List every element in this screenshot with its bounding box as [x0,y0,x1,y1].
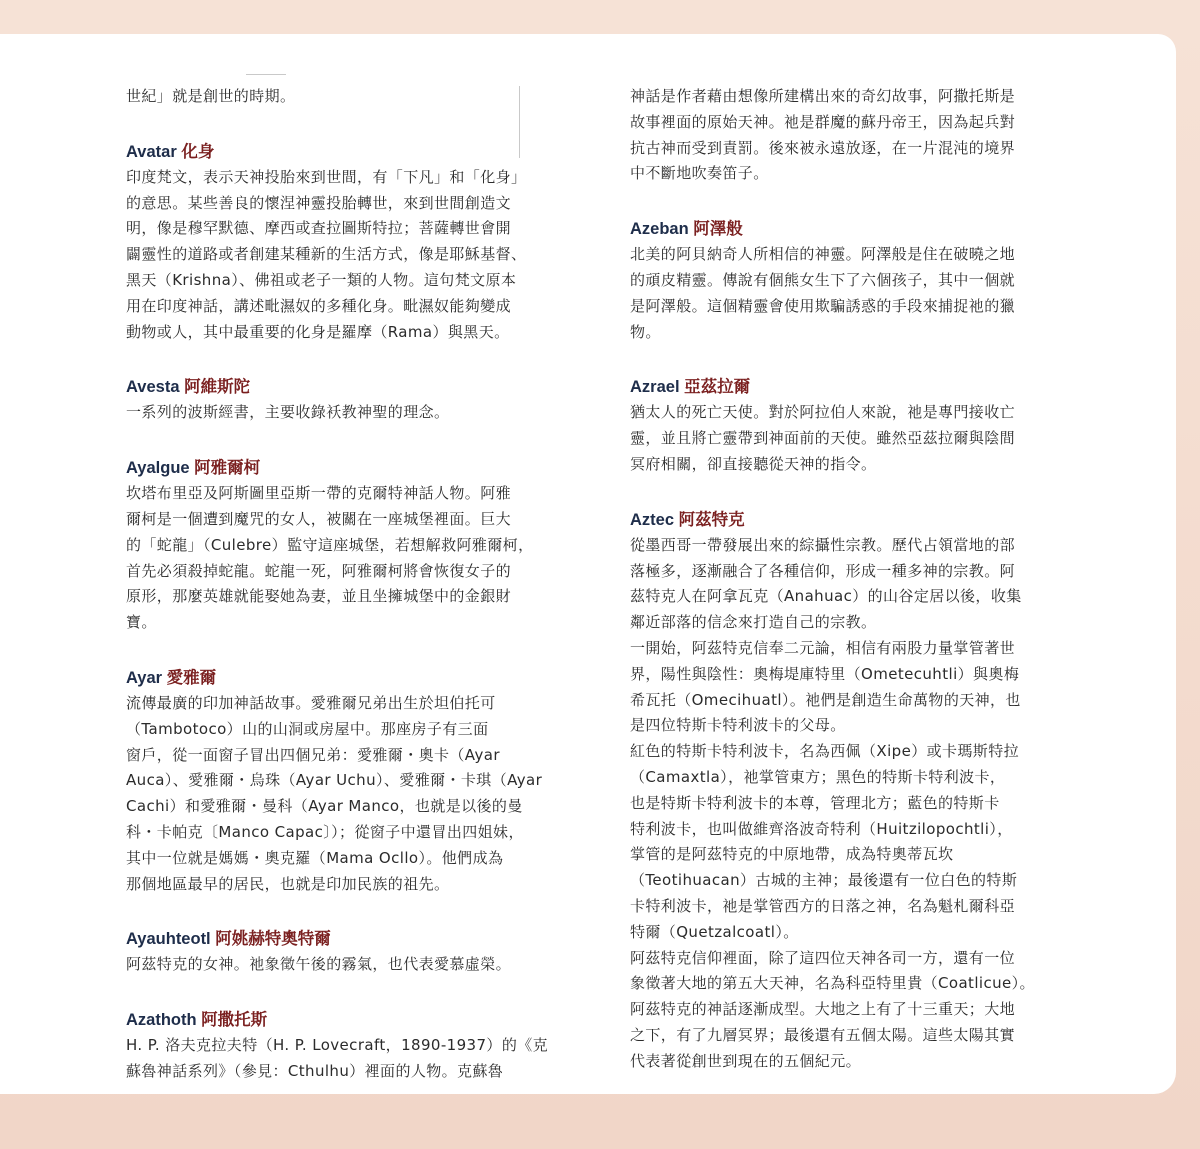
entry-continuation-left [126,84,588,110]
entry-text-line: 靈，並且將亡靈帶到神面前的天使。雖然亞茲拉爾與陰間 [630,429,1016,448]
entry-text-line: 希瓦托（Omecihuatl）。祂們是創造生命萬物的天神，也 [630,690,1021,709]
term-chinese: 阿雅爾柯 [194,459,261,478]
entry-text-line: 蘇魯神話系列》（參見：Cthulhu）裡面的人物。克蘇魯 [126,1061,504,1080]
entry-text-line: 科・卡帕克〔Manco Capac〕）；從窗子中還冒出四姐妹， [126,822,524,841]
entry-text-line: 阿茲特克的女神。祂象徵午後的霧氣，也代表愛慕虛榮。 [126,955,512,974]
entry-azathoth [126,1007,588,1085]
entry-text-line: 那個地區最早的居民，也就是印加民族的祖先。 [126,874,450,893]
entry-text-line: 阿茲特克信仰裡面，除了這四位天神各司一方，還有一位 [630,948,1016,967]
entry-text-line: 特利波卡，也叫做維齊洛波奇特利（Huitzilopochtli）， [630,819,1013,838]
entry-term [630,216,1092,242]
entry-text-line: 明，像是穆罕默德、摩西或查拉圖斯特拉；菩薩轉世會開 [126,219,512,238]
entry-text-line: 代表著從創世到現在的五個紀元。 [630,1051,862,1070]
entry-text-line: 卡特利波卡，祂是掌管西方的日落之神，名為魁札爾科亞 [630,896,1016,915]
entry-text-line: 掌管的是阿茲特克的中原地帶，成為特奧蒂瓦坎 [630,845,954,864]
entry-text-line: 的「蛇龍」（Culebre）監守這座城堡，若想解救阿雅爾柯， [126,535,534,554]
entry-text-line: 猶太人的死亡天使。對於阿拉伯人來說，祂是專門接收亡 [630,403,1016,422]
term-latin: Avesta [126,378,180,397]
entry-text-line: 故事裡面的原始天神。祂是群魔的蘇丹帝王，因為起兵對 [630,112,1016,131]
term-latin: Azathoth [126,1011,197,1030]
entry-text-line: 世紀」就是創世的時期。 [126,87,296,105]
entry-ayalgue [126,455,588,636]
term-chinese: 化身 [181,142,215,161]
entry-azrael [630,374,1092,477]
term-latin: Aztec [630,510,675,529]
term-chinese: 阿姚赫特奧特爾 [215,930,331,949]
entry-text-line: 一開始，阿茲特克信奉二元論，相信有兩股力量掌管著世 [630,638,1016,657]
entry-text-line: 闢靈性的道路或者創建某種新的生活方式，像是耶穌基督、 [126,245,527,264]
entry-text-line: 黑天（Krishna）、佛祖或老子一類的人物。這句梵文原本 [126,270,517,289]
term-chinese: 阿維斯陀 [184,378,251,397]
entry-text-line: 抗古神而受到責罰。後來被永遠放逐，在一片混沌的境界 [630,138,1016,157]
entry-text-line: 落極多，逐漸融合了各種信仰，形成一種多神的宗教。阿 [630,561,1016,580]
entry-text-line: 茲特克人在阿拿瓦克（Anahuac）的山谷定居以後，收集 [630,587,1022,606]
entry-ayar [126,665,588,897]
entry-term [630,507,1092,533]
entry-text-line: 界，陽性與陰性：奧梅堤庫特里（Ometecuhtli）與奧梅 [630,664,1020,683]
entry-text-line: 流傳最廣的印加神話故事。愛雅爾兄弟出生於坦伯托可 [126,693,496,712]
entry-text-line: Auca）、愛雅爾・烏珠（Ayar Uchu）、愛雅爾・卡琪（Ayar [126,771,543,790]
entry-text-line: 原形，那麼英雄就能娶她為妻，並且坐擁城堡中的金銀財 [126,587,512,606]
entry-text-line: （Teotihuacan）古城的主神；最後還有一位白色的特斯 [630,871,1018,890]
scan-mark [246,74,286,75]
entry-aztec [630,507,1092,1075]
entry-text-line: 坎塔布里亞及阿斯圖里亞斯一帶的克爾特神話人物。阿雅 [126,484,512,503]
entry-ayauhteotl [126,926,588,978]
term-latin: Avatar [126,142,177,161]
entry-text-line: 印度梵文，表示天神投胎來到世間，有「下凡」和「化身」 [126,167,527,186]
term-latin: Ayauhteotl [126,930,211,949]
entry-term [630,374,1092,400]
entry-term [126,926,588,952]
term-chinese: 愛雅爾 [166,668,217,687]
entry-text-line: 中不斷地吹奏笛子。 [630,164,769,183]
entry-text-line: 爾柯是一個遭到魔咒的女人，被關在一座城堡裡面。巨大 [126,509,512,528]
entry-continuation-right [630,84,1092,187]
entry-avatar [126,139,588,346]
entry-text-line: （Tambotoco）山的山洞或房屋中。那座房子有三面 [126,719,489,738]
entry-text-line: Cachi）和愛雅爾・曼科（Ayar Manco，也就是以後的曼 [126,797,523,816]
entry-text-line: 首先必須殺掉蛇龍。蛇龍一死，阿雅爾柯將會恢復女子的 [126,561,512,580]
entry-text-line: 神話是作者藉由想像所建構出來的奇幻故事，阿撒托斯是 [630,87,1016,105]
entry-text-line: 之下，有了九層冥界；最後還有五個太陽。這些太陽其實 [630,1025,1016,1044]
entry-text-line: 寶。 [126,613,157,632]
entry-text-line: 從墨西哥一帶發展出來的綜攝性宗教。歷代占領當地的部 [630,535,1016,554]
entry-text-line: 北美的阿貝納奇人所相信的神靈。阿澤般是住在破曉之地 [630,245,1016,264]
entry-text-line: 的頑皮精靈。傳說有個熊女生下了六個孩子，其中一個就 [630,270,1016,289]
entry-text-line: 的意思。某些善良的懷涅神靈投胎轉世，來到世間創造文 [126,193,512,212]
entry-avesta [126,374,588,426]
right-column [630,84,1092,1075]
entry-text-line: 是阿澤般。這個精靈會使用欺騙誘惑的手段來捕捉祂的獵 [630,296,1016,315]
entry-text-line: 象徵著大地的第五大天神，名為科亞特里貴（Coatlicue）。 [630,974,1035,993]
left-column [126,84,588,1085]
entry-text-line: （Camaxtla），祂掌管東方；黑色的特斯卡特利波卡， [630,767,1006,786]
entry-text-line: 冥府相關，卻直接聽從天神的指令。 [630,454,877,473]
entry-text-line: 其中一位就是媽媽・奧克羅（Mama Ocllo）。他們成為 [126,848,504,867]
entry-text-line: 鄰近部落的信念來打造自己的宗教。 [630,613,877,632]
term-chinese: 阿撒托斯 [201,1011,268,1030]
entry-text-line: 是四位特斯卡特利波卡的父母。 [630,716,846,735]
entry-text-line: 特爾（Quetzalcoatl）。 [630,922,799,941]
entry-azeban [630,216,1092,345]
entry-text-line: H. P. 洛夫克拉夫特（H. P. Lovecraft，1890-1937）的《克 [126,1036,549,1055]
entry-text-line: 動物或人，其中最重要的化身是羅摩（Rama）與黑天。 [126,322,510,341]
entry-term [126,139,588,165]
term-chinese: 阿澤般 [693,220,743,239]
term-latin: Azrael [630,378,680,397]
entry-term [126,374,588,400]
term-latin: Ayalgue [126,459,190,478]
entry-text-line: 物。 [630,322,661,341]
term-chinese: 阿茲特克 [678,510,745,529]
entry-term [126,1007,588,1033]
term-latin: Azeban [630,220,689,239]
entry-text-line: 用在印度神話，講述毗濕奴的多種化身。毗濕奴能夠變成 [126,296,512,315]
entry-term [126,665,588,691]
term-chinese: 亞茲拉爾 [684,378,751,397]
entry-text-line: 窗戶，從一面窗子冒出四個兄弟：愛雅爾・奧卡（Ayar [126,745,500,764]
entry-term [126,455,588,481]
entry-text-line: 一系列的波斯經書，主要收錄袄教神聖的理念。 [126,403,450,422]
term-latin: Ayar [126,668,163,687]
entry-text-line: 也是特斯卡特利波卡的本尊，管理北方；藍色的特斯卡 [630,793,1000,812]
entry-text-line: 紅色的特斯卡特利波卡，名為西佩（Xipe）或卡瑪斯特拉 [630,742,1019,761]
entry-text-line: 阿茲特克的神話逐漸成型。大地之上有了十三重天；大地 [630,1000,1016,1019]
